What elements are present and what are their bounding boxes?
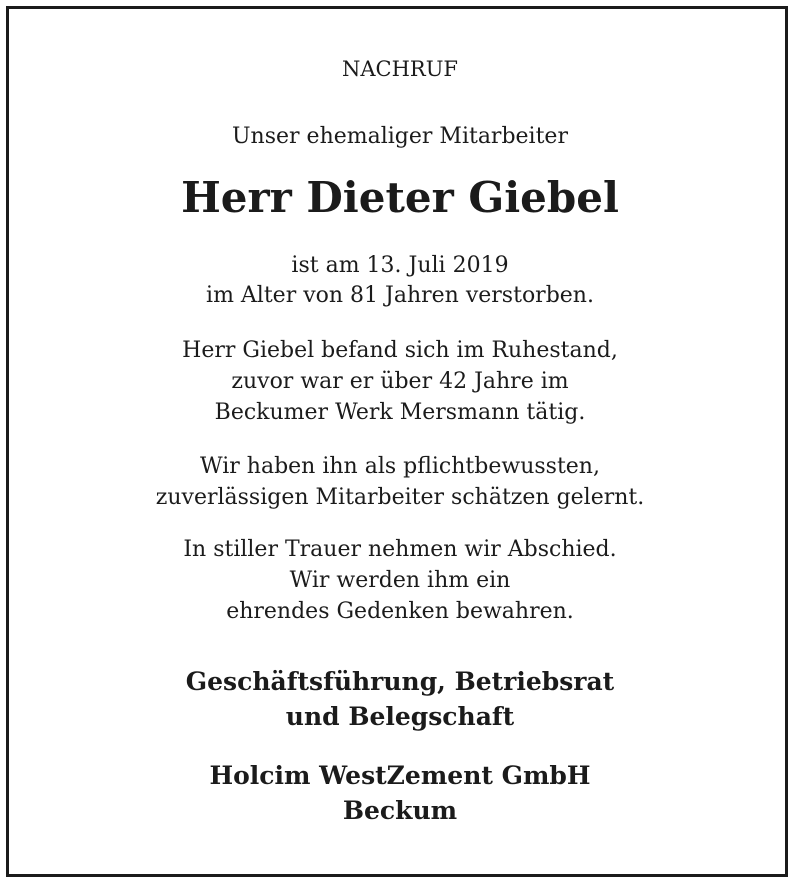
company-name: Holcim WestZement GmbH (209, 761, 591, 790)
farewell-line: In stiller Trauer nehmen wir Abschied. (183, 537, 617, 562)
career-line: Herr Giebel befand sich im Ruhestand, (182, 338, 618, 363)
death-date-line: ist am 13. Juli 2019 (291, 253, 509, 278)
signatories-line: und Belegschaft (285, 702, 515, 731)
farewell-line: Wir werden ihm ein (289, 568, 511, 593)
career-line: Beckumer Werk Mersmann tätig. (214, 400, 586, 425)
appreciation-line: zuverlässigen Mitarbeiter schätzen gelernt. (155, 485, 645, 510)
farewell-line: ehrendes Gedenken bewahren. (226, 599, 574, 624)
appreciation-line: Wir haben ihn als pflichtbewussten, (200, 454, 600, 479)
career-line: zuvor war er über 42 Jahre im (231, 369, 569, 394)
company-location: Beckum (342, 796, 458, 825)
deceased-name: Herr Dieter Giebel (181, 173, 619, 222)
notice-heading: NACHRUF (341, 57, 458, 81)
signatories-line: Geschäftsführung, Betriebsrat (185, 667, 615, 696)
age-line: im Alter von 81 Jahren verstorben. (206, 283, 594, 308)
intro-text: Unser ehemaliger Mitarbeiter (232, 124, 568, 149)
